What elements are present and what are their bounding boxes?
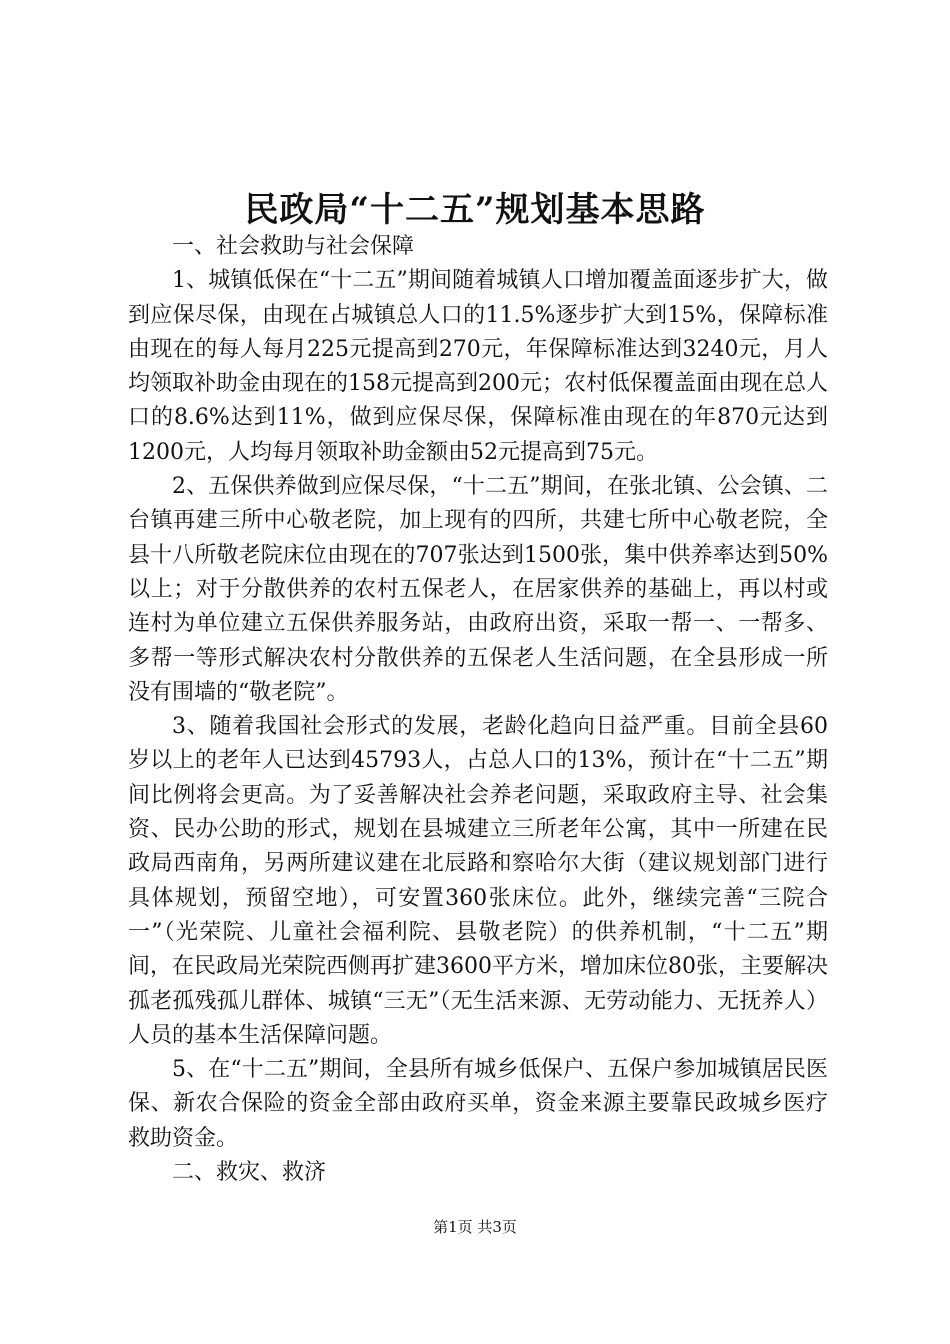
paragraph-1: 1、城镇低保在“十二五”期间随着城镇人口增加覆盖面逐步扩大，做到应保尽保，由现在占城镇总人口的11.5%逐步扩大到15%，保障标准由现在的每人每月225元提高到270元，年保障标准达到3240元，月人均领取补助金由现在的158元提高到200元；农村低保覆盖面由现在总人口的8.6%达到11%，做到应保尽保，保障标准由现在的年870元达到1200元，人均每月领取补助金额由52元提高到75元。	[128, 268, 828, 465]
paragraph-5: 5、在“十二五”期间，全县所有城乡低保户、五保户参加城镇居民医保、新农合保险的资金全部由政府买单，资金来源主要靠民政城乡医疗救助资金。	[128, 1057, 828, 1151]
document-body	[128, 230, 828, 1190]
page-footer: 第1页 共3页	[433, 1218, 517, 1236]
paragraph-3: 3、随着我国社会形式的发展，老龄化趋向日益严重。目前全县60岁以上的老年人已达到45793人，占总人口的13%，预计在“十二五”期间比例将会更高。为了妥善解决社会养老问题，采取政府主导、社会集资、民办公助的形式，规划在县城建立三所老年公寓，其中一所建在民政局西南角，另两所建议建在北辰路和察哈尔大街（建议规划部门进行具体规划，预留空地），可安置360张床位。此外，继续完善“三院合一”（光荣院、儿童社会福利院、县敬老院）的供养机制，“十二五”期间，在民政局光荣院西侧再扩建3600平方米，增加床位80张，主要解决孤老孤残孤儿群体、城镇“三无”（无生活来源、无劳动能力、无抚养人）人员的基本生活保障问题。	[128, 714, 828, 1048]
section-heading-2: 二、救灾、救济	[172, 1160, 327, 1186]
document-title: 民政局“十二五”规划基本思路	[244, 190, 706, 230]
paragraph-2: 2、五保供养做到应保尽保，“十二五”期间，在张北镇、公会镇、二台镇再建三所中心敬老院，加上现有的四所，共建七所中心敬老院，全县十八所敬老院床位由现在的707张达到1500张，集中供养率达到50%以上；对于分散供养的农村五保老人，在居家供养的基础上，再以村或连村为单位建立五保供养服务站，由政府出资，采取一帮一、一帮多、多帮一等形式解决农村分散供养的五保老人生活问题，在全县形成一所没有围墙的“敬老院”。	[128, 474, 828, 705]
section-heading-1: 一、社会救助与社会保障	[172, 234, 415, 259]
